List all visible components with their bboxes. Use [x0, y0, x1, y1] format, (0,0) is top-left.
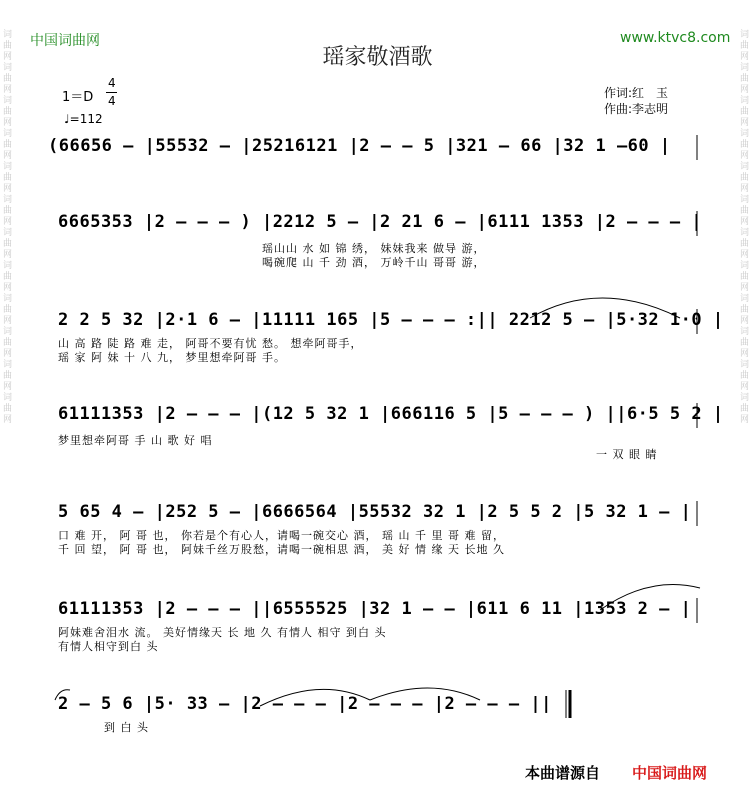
- slur-row7-a: [260, 689, 370, 706]
- lyrics-row-5a: 口 难 开， 阿 哥 也， 你若是个有心人，请喝一碗交心 酒， 瑶 山 千 里 哥 难 留，: [58, 529, 505, 542]
- tempo-marking: ♩=112: [64, 112, 103, 126]
- score-row-5: 5 65 4 – |252 5 – |6666564 |55532 32 1 |2 5 5 2 |5 32 1 – |: [58, 502, 692, 522]
- score-row-4: 61111353 |2 – – – |(12 5 32 1 |666116 5 |5 – – – ) ||6·5 5 2 |: [58, 404, 724, 424]
- time-signature-top: 4: [108, 76, 116, 90]
- lyrics-row-2b: 喝碗爬 山 千 劲 酒， 万岭千山 哥哥 游，: [262, 256, 486, 269]
- score-row-1: (66656 – |55532 – |25216121 |2 – – 5 |321 – 66 |32 1 –60 |: [48, 136, 671, 156]
- watermark-right: 词 曲 网 词 曲 网 词 曲 网 词 曲 网 词 曲 网 词 曲 网 词 曲 网 词 曲 网 词 曲 网 词 曲 网 词 曲 网 词 曲 网: [740, 30, 750, 425]
- slur-row6: [600, 584, 700, 610]
- score-row-2: 6665353 |2 – – – ) |2212 5 – |2 21 6 – |6111 1353 |2 – – – |: [58, 212, 703, 232]
- site-url-top[interactable]: www.ktvc8.com: [620, 30, 731, 46]
- slur-row7-b: [370, 688, 480, 700]
- lyrics-row-6b: 有情人相守到白 头: [58, 640, 159, 653]
- score-row-3: 2 2 5 32 |2·1 6 – |11111 165 |5 – – – :|| 2212 5 – |5·32 1·0 |: [58, 310, 724, 330]
- score-row-7: 2 – 5 6 |5· 33 – |2 – – – |2 – – – |2 – – – ||: [58, 694, 552, 714]
- lyrics-row-4b: 一 双 眼 睛: [596, 448, 658, 461]
- lyrics-row-2a: 瑶山山 水 如 锦 绣， 妹妹我来 做导 游，: [262, 242, 486, 255]
- watermark-left: 词 曲 网 词 曲 网 词 曲 网 词 曲 网 词 曲 网 词 曲 网 词 曲 网 词 曲 网 词 曲 网 词 曲 网 词 曲 网 词 曲 网: [3, 30, 13, 425]
- time-signature-bottom: 4: [108, 94, 116, 108]
- source-label: 本曲谱源自: [525, 764, 601, 782]
- key-signature: 1＝D: [62, 90, 94, 105]
- lyrics-row-4a: 梦里想牵阿哥 手 山 歌 好 唱: [58, 434, 213, 447]
- lyrics-row-7: 到 白 头: [104, 721, 149, 734]
- lyrics-row-3b: 瑶 家 阿 妹 十 八 九， 梦里想牵阿哥 手。: [58, 351, 286, 364]
- site-name-bottom[interactable]: 中国词曲网: [632, 764, 708, 782]
- score-row-6: 61111353 |2 – – – ||6555525 |32 1 – – |611 6 11 |1353 2 – |: [58, 599, 692, 619]
- lyrics-row-6a: 阿妹难舍泪水 流。 美好情缘天 长 地 久 有情人 相守 到白 头: [58, 626, 387, 639]
- site-name-top[interactable]: 中国词曲网: [30, 33, 100, 49]
- lyricist-credit: 作词:红 玉: [604, 86, 669, 100]
- lyrics-row-5b: 千 回 望， 阿 哥 也， 阿妹千丝万股愁，请喝一碗相思 酒， 美 好 情 缘 天 长地 久: [58, 543, 505, 556]
- song-title: 瑶家敬酒歌: [322, 45, 433, 70]
- slur-row3: [530, 298, 680, 318]
- lyrics-row-3a: 山 高 路 陡 路 难 走， 阿哥不要有忧 愁。 想牵阿哥手，: [58, 337, 363, 350]
- composer-credit: 作曲:李志明: [604, 102, 669, 116]
- slur-row7-start: [55, 690, 70, 700]
